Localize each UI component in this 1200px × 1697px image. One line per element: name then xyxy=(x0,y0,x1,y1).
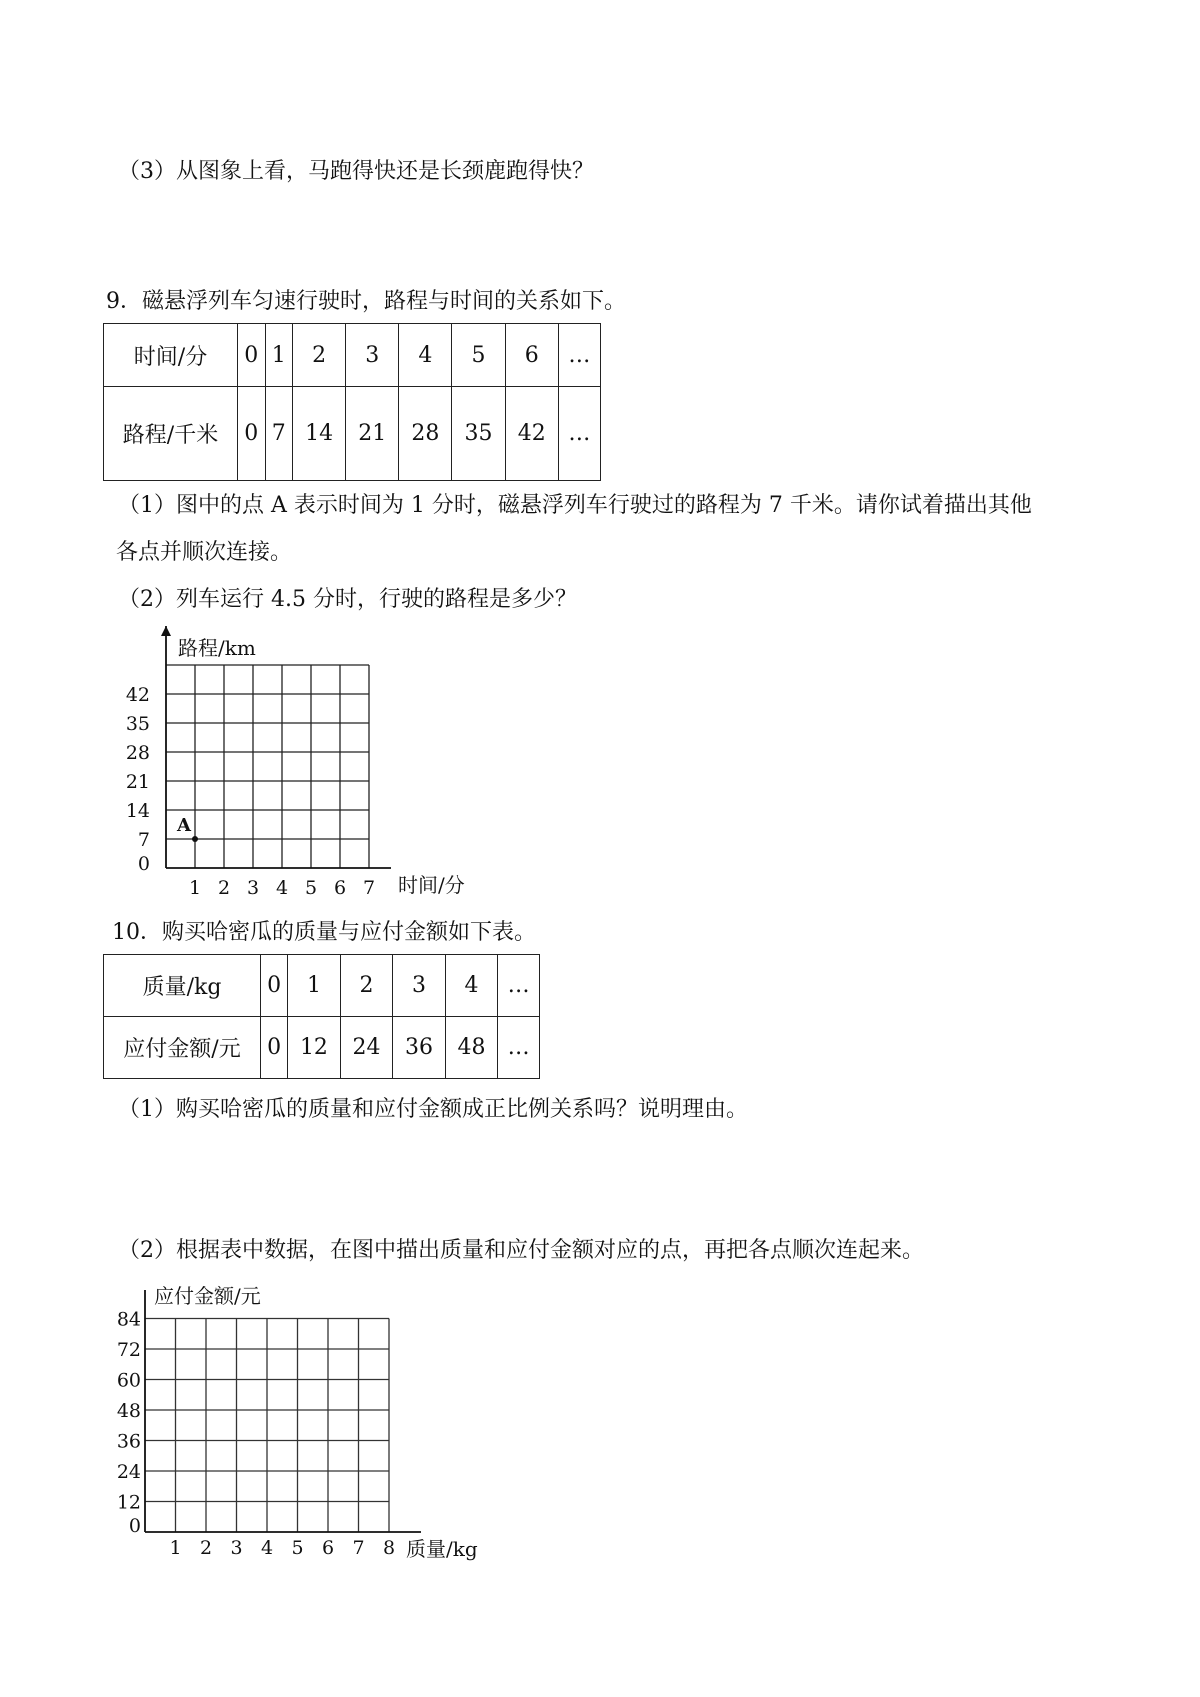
y-tick-label: 72 xyxy=(116,1339,141,1361)
x-tick-label: 8 xyxy=(382,1537,396,1559)
table-cell: 2 xyxy=(293,324,346,387)
table-cell: 0 xyxy=(261,955,288,1017)
table-cell: 42 xyxy=(505,387,558,481)
table-cell: 2 xyxy=(340,955,393,1017)
q9-part1-line1: （1）图中的点 A 表示时间为 1 分时，磁悬浮列车行驶过的路程为 7 千米。请你试着描出其他 xyxy=(118,493,1032,518)
y-tick-label: 0 xyxy=(137,853,150,875)
table-header-cell: 时间/分 xyxy=(104,324,238,387)
table-cell: … xyxy=(558,387,600,481)
x-tick-label: 3 xyxy=(246,877,260,899)
table-cell: 6 xyxy=(505,324,558,387)
x-tick-label: 1 xyxy=(169,1537,182,1559)
table-header-cell: 路程/千米 xyxy=(104,387,238,481)
y-tick-label: 42 xyxy=(125,684,150,706)
data-point xyxy=(192,836,198,842)
x-tick-label: 6 xyxy=(321,1537,335,1559)
table-cell: … xyxy=(558,324,600,387)
table-cell: 35 xyxy=(452,387,505,481)
point-label: A xyxy=(177,815,191,836)
x-tick-label: 3 xyxy=(230,1537,243,1559)
table-cell: 3 xyxy=(346,324,399,387)
y-tick-label: 36 xyxy=(116,1430,141,1453)
table-cell: 48 xyxy=(445,1017,498,1079)
y-tick-label: 14 xyxy=(125,800,150,822)
y-tick-label: 35 xyxy=(125,713,150,735)
y-tick-label: 7 xyxy=(137,829,150,851)
table-cell: … xyxy=(498,1017,540,1079)
table-cell: … xyxy=(498,955,540,1017)
x-axis-label: 质量/kg xyxy=(406,1537,478,1561)
x-tick-label: 2 xyxy=(217,877,231,899)
table-cell: 21 xyxy=(346,387,399,481)
q10-part2-text: （2）根据表中数据，在图中描出质量和应付金额对应的点，再把各点顺次连起来。 xyxy=(118,1238,924,1263)
table-cell: 28 xyxy=(399,387,452,481)
table-cell: 1 xyxy=(265,324,293,387)
y-tick-label: 84 xyxy=(116,1308,141,1331)
x-tick-label: 5 xyxy=(291,1537,304,1559)
table-cell: 0 xyxy=(238,324,266,387)
table-header-cell: 质量/kg xyxy=(104,955,261,1017)
table-cell: 5 xyxy=(452,324,505,387)
x-tick-label: 4 xyxy=(260,1537,274,1559)
q8-part3-text: （3）从图象上看，马跑得快还是长颈鹿跑得快？ xyxy=(118,159,594,184)
q10-title: 10．购买哈密瓜的质量与应付金额如下表。 xyxy=(112,920,536,945)
table-cell: 36 xyxy=(393,1017,446,1079)
table-header-cell: 应付金额/元 xyxy=(104,1017,261,1079)
x-tick-label: 6 xyxy=(333,877,347,899)
table-cell: 4 xyxy=(445,955,498,1017)
table-cell: 0 xyxy=(261,1017,288,1079)
x-tick-label: 5 xyxy=(304,877,318,899)
y-axis-label: 应付金额/元 xyxy=(154,1284,261,1308)
table-cell: 24 xyxy=(340,1017,393,1079)
y-tick-label: 12 xyxy=(116,1491,141,1514)
y-axis-label: 路程/km xyxy=(178,636,256,660)
y-tick-label: 0 xyxy=(128,1515,141,1537)
q9-part2-text: （2）列车运行 4.5 分时，行驶的路程是多少？ xyxy=(118,587,577,612)
table-cell: 14 xyxy=(293,387,346,481)
table-cell: 0 xyxy=(238,387,266,481)
y-tick-label: 28 xyxy=(125,742,150,764)
y-tick-label: 60 xyxy=(116,1369,141,1392)
y-tick-label: 48 xyxy=(116,1400,141,1422)
table-cell: 4 xyxy=(399,324,452,387)
x-tick-label: 4 xyxy=(275,877,289,899)
x-tick-label: 7 xyxy=(352,1537,365,1559)
y-tick-label: 24 xyxy=(116,1461,141,1483)
x-tick-label: 1 xyxy=(188,877,202,899)
x-axis-label: 时间/分 xyxy=(398,873,465,897)
y-tick-label: 21 xyxy=(125,771,150,793)
q9-part1-line2: 各点并顺次连接。 xyxy=(116,540,293,565)
y-axis-arrow xyxy=(161,626,171,636)
table-cell: 7 xyxy=(265,387,293,481)
q9-title: 9．磁悬浮列车匀速行驶时，路程与时间的关系如下。 xyxy=(106,289,626,314)
q10-table xyxy=(103,954,540,1079)
table-cell: 12 xyxy=(288,1017,341,1079)
q10-part1-text: （1）购买哈密瓜的质量和应付金额成正比例关系吗？说明理由。 xyxy=(118,1097,748,1122)
x-tick-label: 7 xyxy=(362,877,376,899)
x-tick-label: 2 xyxy=(199,1537,213,1559)
table-cell: 3 xyxy=(393,955,446,1017)
table-cell: 1 xyxy=(288,955,341,1017)
